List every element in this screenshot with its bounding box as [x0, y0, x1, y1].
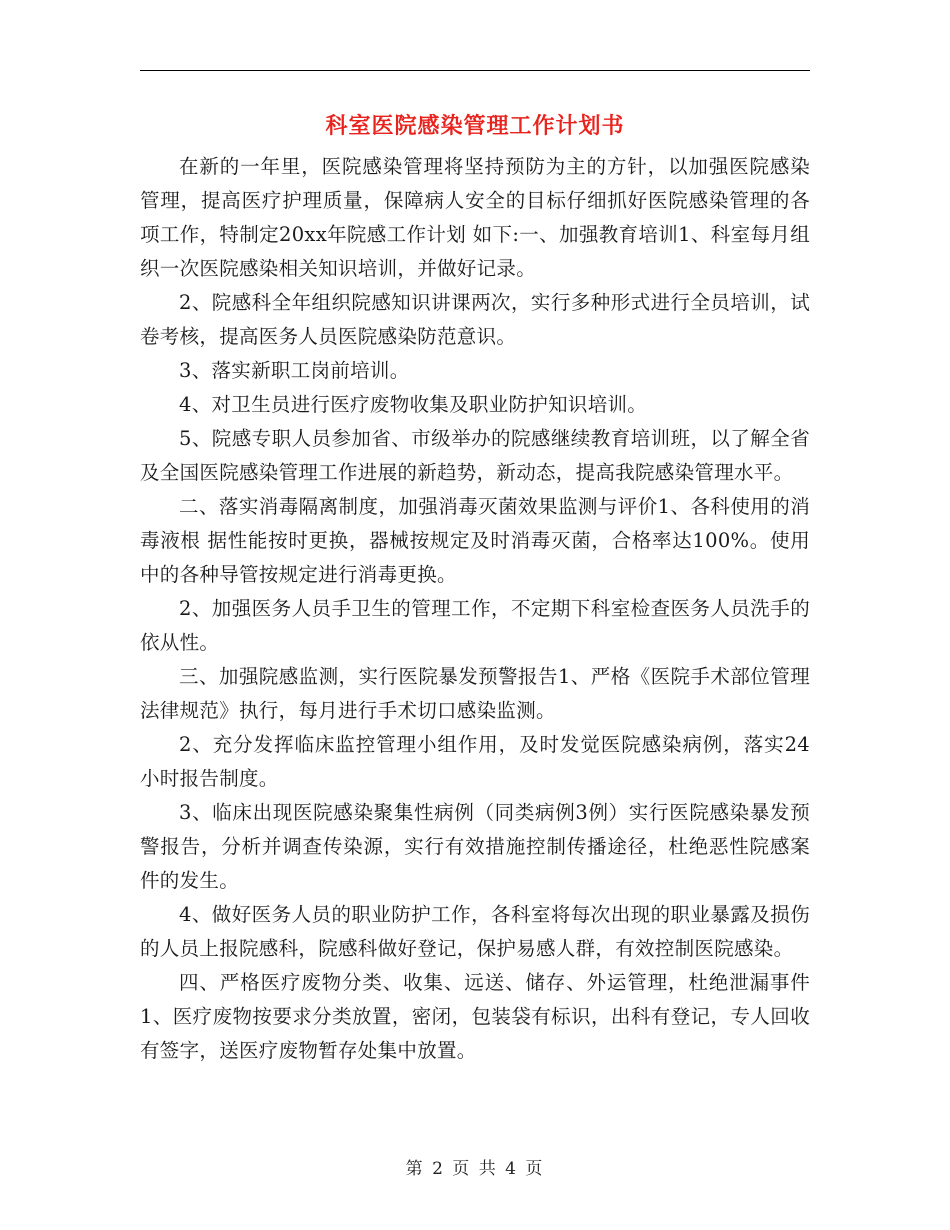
paragraph: 5、院感专职人员参加省、市级举办的院感继续教育培训班，以了解全省及全国医院感染管理工作进展的新趋势，新动态，提高我院感染管理水平。	[140, 427, 810, 484]
paragraph: 二、落实消毒隔离制度，加强消毒灭菌效果监测与评价1、各科使用的消毒液根 据性能按时更换，器械按规定及时消毒灭菌，合格率达100%。使用中的各种导管按规定进行消毒更换。	[140, 495, 810, 586]
paragraph: 4、对卫生员进行医疗废物收集及职业防护知识培训。	[179, 393, 648, 416]
document-body	[140, 150, 810, 1068]
paragraph: 2、充分发挥临床监控管理小组作用，及时发觉医院感染病例，落实24小时报告制度。	[140, 733, 810, 790]
paragraph: 4、做好医务人员的职业防护工作，各科室将每次出现的职业暴露及损伤的人员上报院感科，院感科做好登记，保护易感人群，有效控制医院感染。	[140, 903, 810, 960]
header-rule	[140, 70, 810, 71]
paragraph: 2、加强医务人员手卫生的管理工作，不定期下科室检查医务人员洗手的依从性。	[140, 597, 810, 654]
paragraph: 三、加强院感监测，实行医院暴发预警报告1、严格《医院手术部位管理法律规范》执行，每月进行手术切口感染监测。	[140, 665, 810, 722]
paragraph: 2、院感科全年组织院感知识讲课两次，实行多种形式进行全员培训，试卷考核，提高医务人员医院感染防范意识。	[140, 291, 810, 348]
paragraph: 3、落实新职工岗前培训。	[179, 359, 410, 382]
paragraph: 四、严格医疗废物分类、收集、远送、储存、外运管理，杜绝泄漏事件1、医疗废物按要求分类放置，密闭，包装袋有标识，出科有登记，专人回收有签字，送医疗废物暂存处集中放置。	[140, 971, 810, 1062]
document-title: 科室医院感染管理工作计划书	[325, 113, 625, 139]
paragraph: 3、临床出现医院感染聚集性病例（同类病例3例）实行医院感染暴发预警报告，分析并调查传染源，实行有效措施控制传播途径，杜绝恶性院感案件的发生。	[140, 801, 810, 892]
page-number-footer: 第 2 页 共 4 页	[405, 1159, 545, 1179]
paragraph: 在新的一年里，医院感染管理将坚持预防为主的方针，以加强医院感染管理，提高医疗护理质量，保障病人安全的目标仔细抓好医院感染管理的各项工作，特制定20xx年院感工作计划 如下:一、加强教育培训1、科室每月组织一次医院感染相关知识培训，并做好记录。	[140, 155, 810, 280]
